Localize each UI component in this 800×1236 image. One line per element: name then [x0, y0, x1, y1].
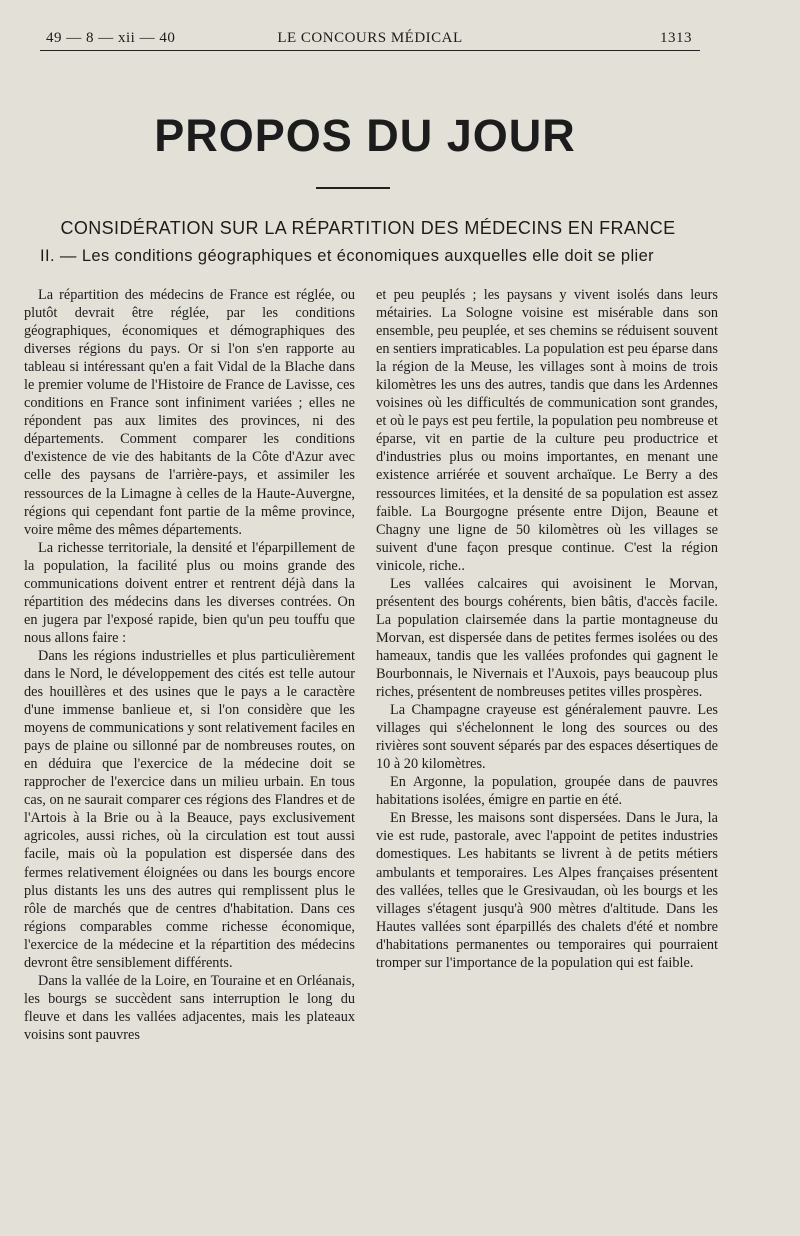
- paragraph: En Argonne, la population, groupée dans de pauvres habitations isolées, émigre en partie en été.: [376, 774, 718, 809]
- paragraph: Dans la vallée de la Loire, en Touraine et en Orléanais, les bourgs se succèdent sans interruption le long du fleuve et dans les vallées adjacentes, mais les plateaux voisins sont pauvres: [24, 972, 355, 1043]
- left-column: [24, 286, 355, 1044]
- paragraph: La Champagne crayeuse est généralement pauvre. Les villages qui s'échelonnent le long des sources ou des rivières sont souvent séparés par des espaces désertiques de 10 à 20 kilomètres.: [376, 702, 718, 773]
- journal-name: LE CONCOURS MÉDICAL: [277, 30, 463, 46]
- title-divider: [316, 187, 390, 189]
- issue-date: 49 — 8 — xii — 40: [46, 30, 176, 46]
- page-number: 1313: [660, 30, 692, 46]
- paragraph-continued: et peu peuplés ; les paysans y vivent isolés dans leurs métairies. La Sologne voisine est misérable dans son ensemble, peu peuplée, et ses chemins se réduisent souvent en sentiers impraticables. La population est peu éparse dans la région de la Meuse, les villages sont à moins de trois kilomètres les uns des autres, tandis que dans les Ardennes voisines où les difficultés de communication sont grandes, et où le pays est peu fertile, la population peu nombreuse et éparse, vit en partie de la culture peu productrice et d'industries plus ou moins importantes, en menant une existence arriérée et souvent archaïque. Le Berry a des ressources limitées, et la densité de sa population est assez faible. La Bourgogne présente entre Dijon, Beaune et Chagny une ligne de 50 kilomètres où les villages se suivent d'une façon presque continue. C'est la région vinicole, riche..: [376, 287, 718, 574]
- subheading: II. — Les conditions géographiques et économiques auxquelles elle doit se plier: [40, 247, 655, 265]
- paragraph: Les vallées calcaires qui avoisinent le Morvan, présentent des bourgs cohérents, bien bâtis, d'accès facile. La population clairsemée dans la partie montagneuse du Morvan, est dispersée dans de petites fermes isolées ou des hameaux, tandis que les vallées profondes qui gagnent le Bourbonnais, le Nivernais et l'Auxois, pays beaucoup plus riches, présentent de nombreuses petites villes prospères.: [376, 575, 718, 701]
- article-title: PROPOS DU JOUR: [154, 110, 576, 161]
- running-header: [40, 28, 700, 51]
- paragraph: En Bresse, les maisons sont dispersées. Dans le Jura, la vie est rude, pastorale, avec l'appoint de petites industries domestiques. Les habitants se livrent à de petits métiers ambulants et temporaires. Les Alpes françaises présentent des vallées, telles que le Gresivaudan, où les bourgs et les villages s'étagent jusqu'à 900 mètres d'altitude. Dans les Hautes vallées sont éparpillés des chalets d'été et nombre d'habitations permanentes ou temporaires qui pourraient tromper sur l'importance de la population qui est faible.: [376, 810, 718, 971]
- paragraph: La richesse territoriale, la densité et l'éparpillement de la population, la facilité plus ou moins grande des communications doivent entrer et rentrent déjà dans la répartition des médecins dans les diverses contrées. On en jugera par l'exposé rapide, bien qu'un peu touffu que nous allons faire :: [24, 539, 355, 646]
- section-heading: CONSIDÉRATION SUR LA RÉPARTITION DES MÉDECINS EN FRANCE: [60, 218, 676, 238]
- paragraph: La répartition des médecins de France est réglée, ou plutôt devrait être réglée, par les conditions géographiques, économiques et démographiques des diverses régions du pays. Or si l'on s'en rapporte au tableau si intéressant qu'en a fait Vidal de la Blache dans le premier volume de l'Histoire de France de Lavisse, ces conditions en France sont infiniment variées ; elles ne répondent pas aux limites des provinces, ni des départements. Comment comparer les conditions d'existence de vie des habitants de la Côte d'Azur avec celle des paysans de l'arrière-pays, et assimiler les ressources de la Limagne à celles de la Haute-Auvergne, régions qui cependant font partie de la même province, voire même des mêmes départements.: [24, 287, 355, 538]
- paragraph: Dans les régions industrielles et plus particulièrement dans le Nord, le développement des cités est telle autour des houillères et des usines que le pays a le caractère d'une immense banlieue et, si l'on considère que les moyens de communications y sont relativement faciles en pays de plaine ou sillonné par de nombreuses routes, on en déduira que l'exercice de la médecine doit se rapprocher de l'exercice dans un milieu urbain. En tous cas, on ne saurait comparer ces régions des Flandres et de l'Artois à la Brie ou à la Beauce, pays exclusivement agricoles, aussi riches, où la circulation est tout aussi facile, mais où la population est dispersée dans des fermes relativement éloignées ou dans les bourgs encore plus distants les uns des autres qui remplissent plus le rôle de marchés que de centres d'habitation. Dans ces régions comparables comme richesse économique, l'exercice de la médecine et la répartition des médecins devront être sensiblement différents.: [24, 647, 355, 971]
- right-column: [376, 286, 718, 972]
